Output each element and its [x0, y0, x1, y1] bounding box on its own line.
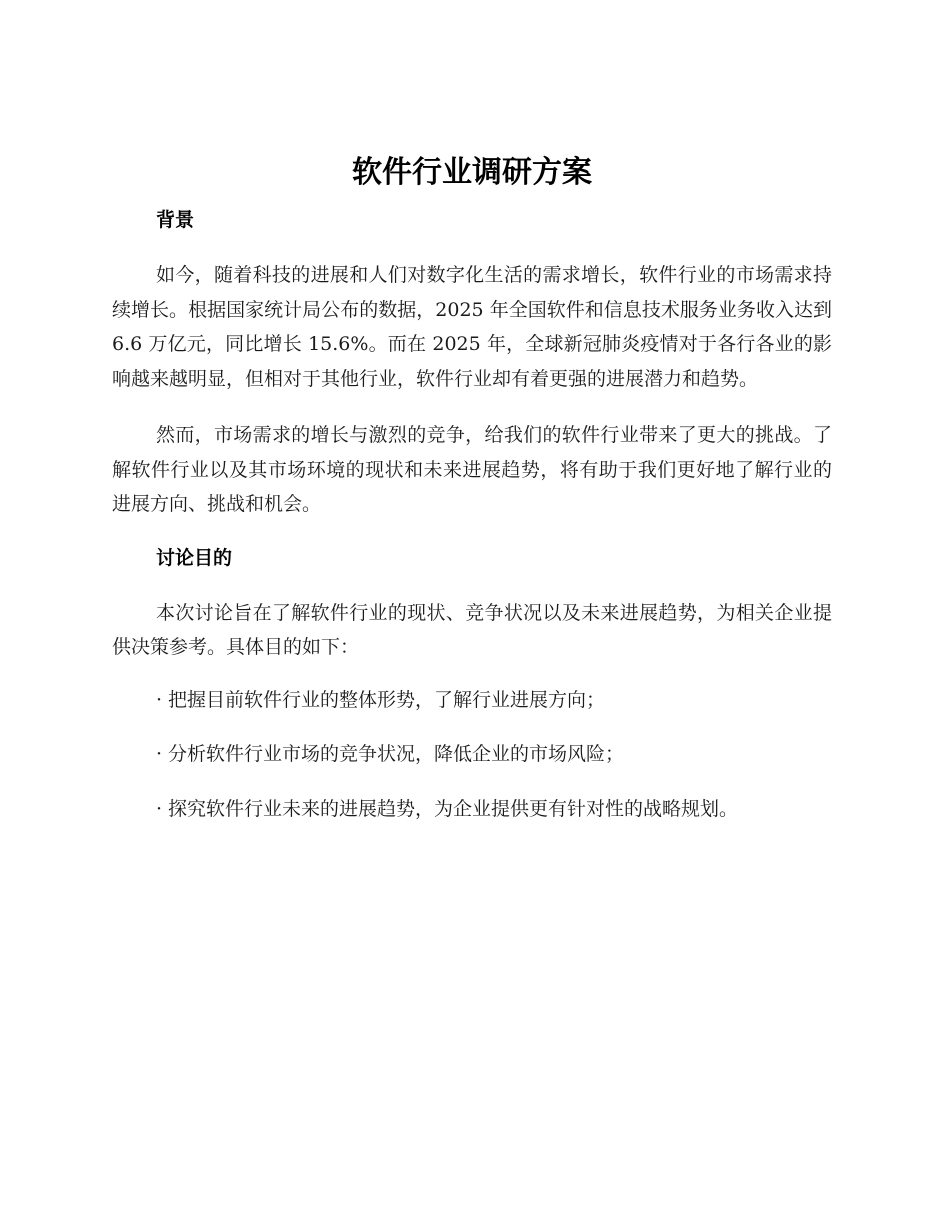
- list-item: [112, 792, 832, 827]
- list-item-text: 分析软件行业市场的竞争状况，降低企业的市场风险；: [168, 743, 625, 765]
- bullet-dot-icon: ·: [156, 797, 163, 820]
- section-heading-purpose: 讨论目的: [156, 546, 233, 569]
- document-title: 软件行业调研方案: [352, 155, 592, 190]
- list-item: [112, 737, 832, 772]
- section-heading-background: 背景: [156, 209, 195, 231]
- bullet-dot-icon: ·: [156, 688, 163, 711]
- purpose-paragraph-1: 本次讨论旨在了解软件行业的现状、竞争状况以及未来进展趋势，为相关企业提供决策参考。具体目的如下：: [112, 601, 832, 658]
- purpose-bullet-list: [112, 683, 832, 827]
- background-paragraph-2: 然而，市场需求的增长与激烈的竞争，给我们的软件行业带来了更大的挑战。了解软件行业以及其市场环境的现状和未来进展趋势，将有助于我们更好地了解行业的进展方向、挑战和机会。: [112, 424, 832, 515]
- background-paragraph-1: 如今，随着科技的进展和人们对数字化生活的需求增长，软件行业的市场需求持续增长。根据国家统计局公布的数据，2025 年全国软件和信息技术服务业务收入达到 6.6 万亿元，同比增长 15.6%。而在 2025 年，全球新冠肺炎疫情对于各行各业的影响越来越明显，但相对于其他行业，软件行业却有着更强的进展潜力和趋势。: [112, 264, 832, 390]
- bullet-dot-icon: ·: [156, 743, 163, 765]
- document-content: [112, 150, 832, 846]
- list-item-text: 探究软件行业未来的进展趋势，为企业提供更有针对性的战略规划。: [168, 797, 739, 820]
- list-item-text: 把握目前软件行业的整体形势，了解行业进展方向；: [168, 688, 606, 711]
- list-item: [112, 683, 832, 718]
